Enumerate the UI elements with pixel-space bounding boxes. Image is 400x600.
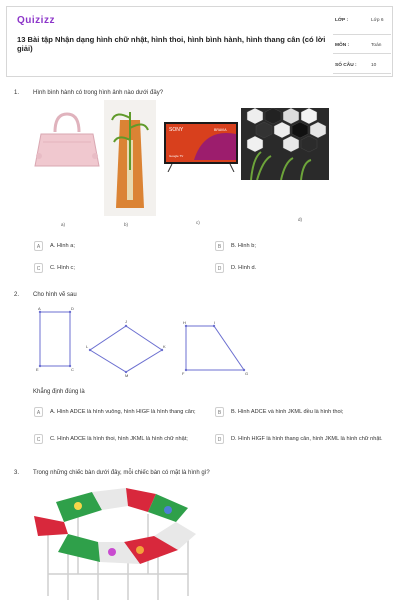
question-text: Trong những chiếc bàn dưới đây, mỗi chiếc bàn có mặt là hình gì? <box>33 470 210 476</box>
tables-image <box>28 484 208 600</box>
option-key-box: A <box>34 407 43 417</box>
meta-value: 10 <box>371 63 377 68</box>
q2-option-d[interactable] <box>215 434 385 454</box>
geometry-figures <box>30 304 260 384</box>
point-label-k: K <box>163 344 166 349</box>
q1-option-b[interactable] <box>215 241 385 255</box>
meta-value: Toán <box>371 43 382 48</box>
question-number: 2. <box>14 292 20 298</box>
point-label-h: H <box>183 320 186 325</box>
point-label-f: F <box>182 371 185 376</box>
point-label-j: J <box>125 319 127 324</box>
point-label-e: E <box>36 367 39 372</box>
option-text: A. Hình a; <box>50 243 75 249</box>
image-caption-c: c) <box>196 220 200 225</box>
meta-row-subject <box>333 37 391 54</box>
option-key-box: C <box>34 263 43 273</box>
image-caption-a: a) <box>61 222 66 227</box>
option-text: C. Hình c; <box>50 265 75 271</box>
question-number: 3. <box>14 470 20 476</box>
question-text: Cho hình vẽ sau <box>33 292 77 298</box>
q2-option-a[interactable] <box>34 407 204 427</box>
option-text: D. Hình HIGF là hình thang cân, hình JKML là hình chữ nhật. <box>231 436 383 442</box>
option-key-box: C <box>34 434 43 444</box>
point-label-l: L <box>86 344 89 349</box>
meta-label: LỚP : <box>335 18 349 23</box>
worksheet-meta <box>333 7 391 77</box>
image-caption-d: d) <box>298 217 303 222</box>
bamboo-vase-image <box>104 100 156 216</box>
option-text: D. Hình d. <box>231 265 257 271</box>
q2-option-b[interactable] <box>215 407 385 421</box>
tv-sub-text: Google TV <box>169 154 184 158</box>
option-text: A. Hình ADCE là hình vuông, hình HIGF là hình thang cân; <box>50 409 196 415</box>
point-label-d: D <box>71 306 74 311</box>
television-image <box>164 122 238 172</box>
meta-row-count <box>333 57 391 74</box>
q1-option-d[interactable] <box>215 263 385 277</box>
q2-option-c[interactable] <box>34 434 204 454</box>
question-prompt: Khẳng định đúng là <box>33 389 85 395</box>
option-text: B. Hình b; <box>231 243 256 249</box>
point-label-m: M <box>125 373 129 378</box>
q1-option-c[interactable] <box>34 263 204 277</box>
tv-model-text: BRAVIA <box>214 128 227 132</box>
option-text: B. Hình ADCE và hình JKML đều là hình thoi; <box>231 409 344 415</box>
image-caption-b: b) <box>124 222 129 227</box>
hexagon-wall-image <box>241 108 329 180</box>
meta-value: Lớp 6 <box>371 18 384 23</box>
option-key-box: B <box>215 407 224 417</box>
point-label-g: G <box>245 371 249 376</box>
option-key-box: D <box>215 263 224 273</box>
handbag-image <box>33 106 101 174</box>
meta-label: MÔN : <box>335 43 350 48</box>
worksheet-title: 13 Bài tập Nhận dạng hình chữ nhật, hình thoi, hình bình hành, hình thang cân (có lời giải) <box>17 35 326 53</box>
meta-row-class <box>333 12 391 35</box>
question-number: 1. <box>14 90 20 96</box>
question-text: Hình bình hành có trong hình ảnh nào dưới đây? <box>33 90 164 96</box>
tv-brand-text: SONY <box>169 127 184 133</box>
option-key-box: A <box>34 241 43 251</box>
option-text: C. Hình ADCE là hình thoi, hình JKML là hình chữ nhật; <box>50 436 188 442</box>
worksheet-header <box>6 6 393 77</box>
quizizz-logo: Quizizz <box>17 15 55 26</box>
option-key-box: D <box>215 434 224 444</box>
meta-label: SỐ CÂU : <box>335 63 357 68</box>
option-key-box: B <box>215 241 224 251</box>
point-label-i: I <box>214 320 216 325</box>
q1-option-a[interactable] <box>34 241 204 255</box>
point-label-a: A <box>38 306 41 311</box>
point-label-c: C <box>71 367 74 372</box>
